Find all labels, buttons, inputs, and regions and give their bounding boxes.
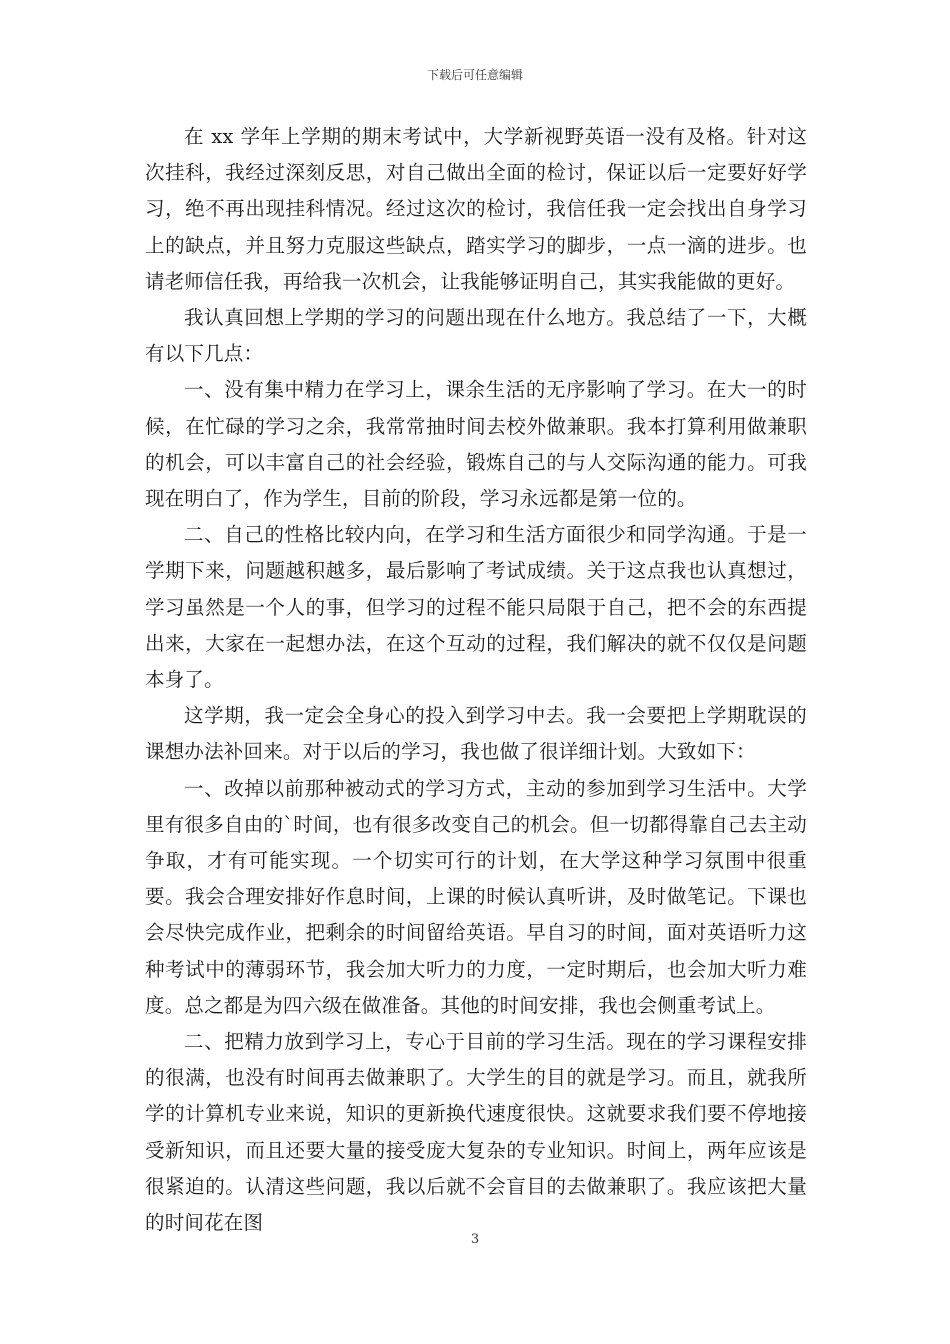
paragraph-plan-intro: 这学期，我一定会全身心的投入到学习中去。我一会要把上学期耽误的课想办法补回来。对于以后的学习，我也做了很详细计划。大致如下： [145,704,807,764]
paragraph-reason-two: 二、自己的性格比较内向，在学习和生活方面很少和同学沟通。于是一学期下来，问题越积越多，最后影响了考试成绩。关于这点我也认真想过，学习虽然是一个人的事，但学习的过程不能只局限于自己，把不会的东西提出来，大家在一起想办法，在这个互动的过程，我们解决的就不仅仅是问题本身了。 [145,523,807,692]
paragraph-plan-one: 一、改掉以前那种被动式的学习方式，主动的参加到学习生活中。大学里有很多自由的`时间，也有很多改变自己的机会。但一切都得靠自己去主动争取，才有可能实现。一个切实可行的计划，在大学这种学习氛围中很重要。我会合理安排好作息时间，上课的时候认真听讲，及时做笔记。下课也会尽快完成作业，把剩余的时间留给英语。早自习的时间，面对英语听力这种考试中的薄弱环节，我会加大听力的力度，一定时期后，也会加大听力难度。总之都是为四六级在做准备。其他的时间安排，我也会侧重考试上。 [145,776,807,1017]
page-header: 下载后可任意编辑 [426,68,523,82]
page-number: 3 [470,1232,480,1247]
paragraph-reason-one: 一、没有集中精力在学习上，课余生活的无序影响了学习。在大一的时候，在忙碌的学习之余，我常常抽时间去校外做兼职。我本打算利用做兼职的机会，可以丰富自己的社会经验，锻炼自己的与人交际沟通的能力。可我现在明白了，作为学生，目前的阶段，学习永远都是第一位的。 [145,378,807,511]
document-body [145,119,807,1241]
paragraph-reflection-intro: 我认真回想上学期的学习的问题出现在什么地方。我总结了一下，大概有以下几点： [145,306,807,366]
paragraph-exam-failure: 在 xx 学年上学期的期末考试中，大学新视野英语一没有及格。针对这次挂科，我经过深刻反思，对自己做出全面的检讨，保证以后一定要好好学习，绝不再出现挂科情况。经过这次的检讨，我信任我一定会找出自身学习上的缺点，并且努力克服这些缺点，踏实学习的脚步，一点一滴的进步。也请老师信任我，再给我一次机会，让我能够证明自己，其实我能做的更好。 [145,125,807,293]
paragraph-plan-two: 二、把精力放到学习上，专心于目前的学习生活。现在的学习课程安排的很满，也没有时间再去做兼职了。大学生的目的就是学习。而且，就我所学的计算机专业来说，知识的更新换代速度很快。这就要求我们要不停地接受新知识，而且还要大量的接受庞大复杂的专业知识。时间上，两年应该是很紧迫的。认清这些问题，我以后就不会盲目的去做兼职了。我应该把大量的时间花在图 [145,1030,807,1235]
